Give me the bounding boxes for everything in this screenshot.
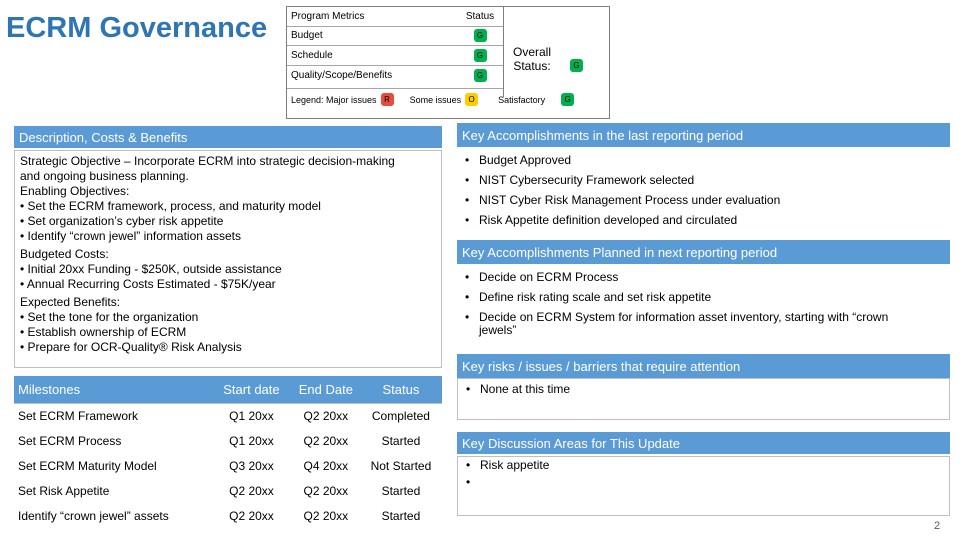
discussion-list xyxy=(457,456,950,516)
list-item-text: Risk appetite xyxy=(480,458,550,472)
milestone-end: Q2 20xx xyxy=(292,504,360,529)
list-item-text: Decide on ECRM System for information asset inventory, starting with “crown xyxy=(479,310,889,324)
list-item: • Risk Appetite definition developed and circulated xyxy=(465,210,942,230)
list-item-text: NIST Cybersecurity Framework selected xyxy=(479,173,695,187)
legend-sat-indicator: G xyxy=(561,93,574,106)
overall-label-line: Overall xyxy=(513,45,552,59)
planned-header: Key Accomplishments Planned in next reporting period xyxy=(457,240,950,264)
description-line: • Identify “crown jewel” information assets xyxy=(20,229,241,243)
status-indicator: G xyxy=(474,29,487,42)
accomplishments-list xyxy=(457,150,950,235)
divider xyxy=(503,7,504,97)
description-line: • Establish ownership of ECRM xyxy=(20,325,187,339)
milestone-status: Not Started xyxy=(360,454,442,479)
table-row xyxy=(14,504,442,529)
list-item: • Budget Approved xyxy=(465,150,942,170)
overall-label-line: Status: xyxy=(513,59,551,73)
milestones-col-header: Start date xyxy=(211,376,292,404)
table-row xyxy=(14,429,442,454)
discussion-header: Key Discussion Areas for This Update xyxy=(457,432,950,454)
milestone-name: Set Risk Appetite xyxy=(14,479,211,504)
planned-list xyxy=(457,267,950,347)
accomplishments-header: Key Accomplishments in the last reporting period xyxy=(457,123,950,147)
legend-major-indicator: R xyxy=(381,93,394,106)
list-item-text: None at this time xyxy=(480,382,571,396)
milestone-status: Completed xyxy=(360,404,442,429)
description-line: and ongoing business planning. xyxy=(20,169,189,183)
description-line: Strategic Objective – Incorporate ECRM into strategic decision-making xyxy=(20,154,395,168)
table-row xyxy=(14,404,442,429)
description-body xyxy=(14,150,442,368)
milestone-name: Set ECRM Framework xyxy=(14,404,211,429)
status-header-status: Status xyxy=(465,11,495,22)
list-item: • None at this time xyxy=(466,379,941,399)
legend-sat-label: Satisfactory xyxy=(498,94,546,105)
list-item-text: Define risk rating scale and set risk appetite xyxy=(479,290,712,304)
list-item-text: Budget Approved xyxy=(479,153,572,167)
list-item-text: NIST Cyber Risk Management Process under evaluation xyxy=(479,193,781,207)
risks-list xyxy=(457,378,950,420)
list-item: • xyxy=(466,475,471,489)
milestones-col-header: End Date xyxy=(292,376,360,404)
status-table xyxy=(286,6,610,119)
milestone-start: Q1 20xx xyxy=(211,404,292,429)
status-header-metric: Program Metrics xyxy=(291,11,365,22)
list-item: • Decide on ECRM System for information asset inventory, starting with “crown xyxy=(465,307,942,327)
milestone-status: Started xyxy=(360,429,442,454)
milestone-name: Identify “crown jewel” assets xyxy=(14,504,211,529)
description-line: Budgeted Costs: xyxy=(20,247,109,261)
legend-some-label: Some issues xyxy=(409,94,462,105)
risks-header: Key risks / issues / barriers that require attention xyxy=(457,354,950,378)
milestone-name: Set ECRM Maturity Model xyxy=(14,454,211,479)
status-legend xyxy=(291,93,578,106)
status-header-row xyxy=(287,7,503,26)
description-line: • Set the tone for the organization xyxy=(20,310,199,324)
milestone-status: Started xyxy=(360,479,442,504)
overall-status-indicator: G xyxy=(570,59,583,72)
description-line: • Annual Recurring Costs Estimated - $75K/year xyxy=(20,277,276,291)
table-row xyxy=(14,454,442,479)
milestone-end: Q4 20xx xyxy=(292,454,360,479)
list-item-text: jewels” xyxy=(479,323,517,337)
list-item-text: Risk Appetite definition developed and circulated xyxy=(479,213,738,227)
milestone-start: Q2 20xx xyxy=(211,504,292,529)
milestones-col-header: Milestones xyxy=(14,376,211,404)
page-title: ECRM Governance xyxy=(6,12,268,44)
description-line: • Prepare for OCR-Quality® Risk Analysis xyxy=(20,340,242,354)
description-line: • Set the ECRM framework, process, and maturity model xyxy=(20,199,321,213)
list-item: • NIST Cyber Risk Management Process under evaluation xyxy=(465,190,942,210)
status-row-schedule xyxy=(287,46,503,65)
milestone-start: Q2 20xx xyxy=(211,479,292,504)
milestone-name: Set ECRM Process xyxy=(14,429,211,454)
milestones-header-row xyxy=(14,376,442,404)
status-indicator: G xyxy=(474,69,487,82)
description-line: • Set organization’s cyber risk appetite xyxy=(20,214,224,228)
description-line: Expected Benefits: xyxy=(20,295,121,309)
divider xyxy=(287,88,503,89)
description-line: Enabling Objectives: xyxy=(20,184,130,198)
milestone-start: Q1 20xx xyxy=(211,429,292,454)
legend-some-indicator: O xyxy=(465,93,478,106)
status-row-quality xyxy=(287,66,503,85)
status-row-label: Quality/Scope/Benefits xyxy=(291,70,393,81)
milestone-start: Q3 20xx xyxy=(211,454,292,479)
milestone-end: Q2 20xx xyxy=(292,429,360,454)
table-row xyxy=(14,479,442,504)
status-row-label: Schedule xyxy=(291,50,333,61)
milestones-table xyxy=(14,376,442,529)
status-row-budget xyxy=(287,26,503,45)
list-item: • NIST Cybersecurity Framework selected xyxy=(465,170,942,190)
page-number: 2 xyxy=(934,520,941,532)
overall-status-label xyxy=(513,45,551,73)
description-header: Description, Costs & Benefits xyxy=(14,126,442,148)
list-item: • Risk appetite xyxy=(466,458,550,472)
list-item-text: Decide on ECRM Process xyxy=(479,270,619,284)
milestone-end: Q2 20xx xyxy=(292,404,360,429)
milestone-status: Started xyxy=(360,504,442,529)
description-line: • Initial 20xx Funding - $250K, outside assistance xyxy=(20,262,282,276)
milestone-end: Q2 20xx xyxy=(292,479,360,504)
list-item: • Decide on ECRM Process xyxy=(465,267,942,287)
legend-major-label: Legend: Major issues xyxy=(291,94,377,105)
list-item: • Define risk rating scale and set risk appetite xyxy=(465,287,942,307)
status-indicator: G xyxy=(474,49,487,62)
status-row-label: Budget xyxy=(291,30,323,41)
milestones-col-header: Status xyxy=(360,376,442,404)
